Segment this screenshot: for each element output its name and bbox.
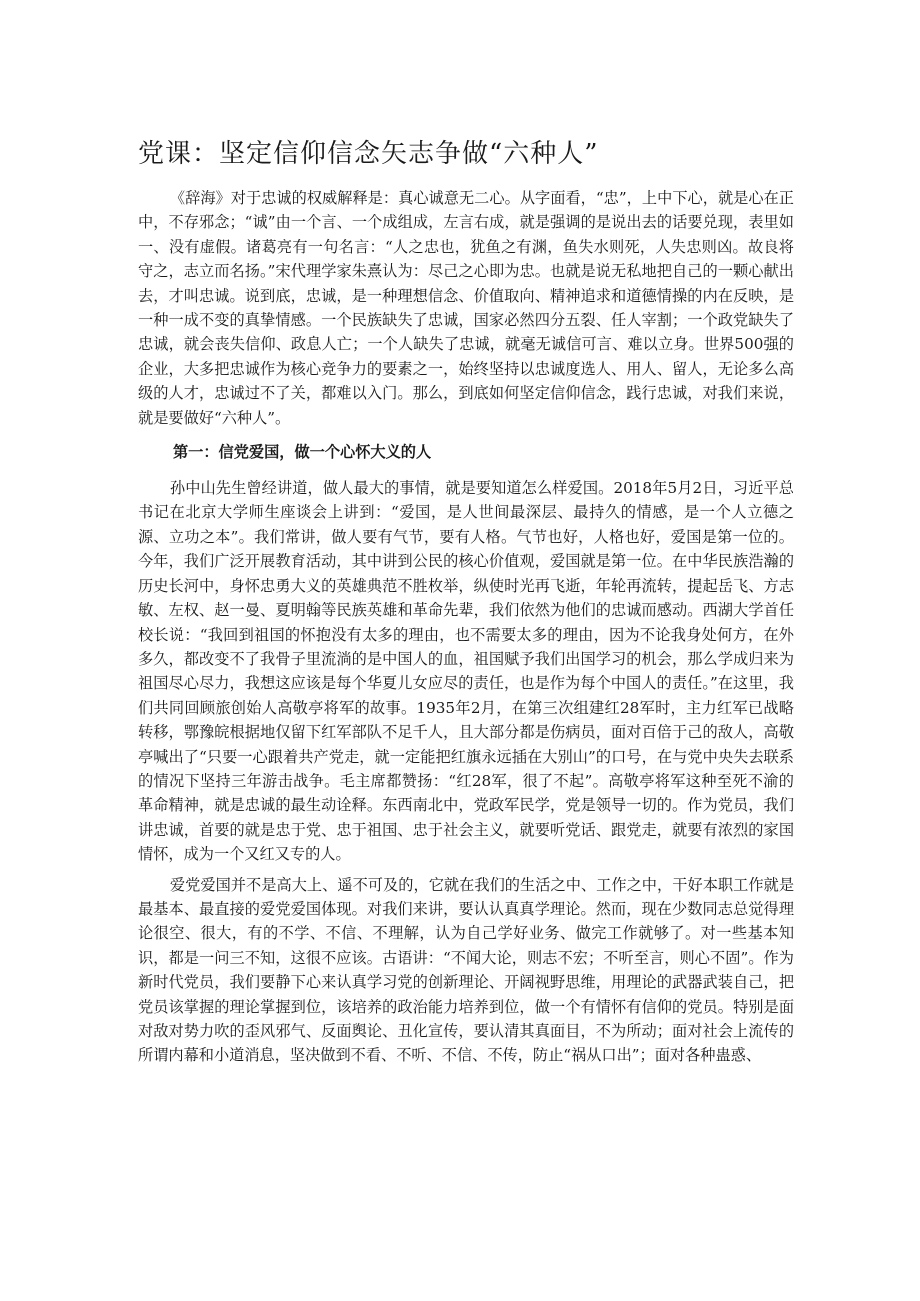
document-body (138, 136, 794, 1068)
intro-paragraph: 《辞海》对于忠诚的权威解释是：真心诚意无二心。从字面看，“忠”，上中下心，就是心在正中，不存邪念；“诚”由一个言、一个成组成，左言右成，就是强调的是说出去的话要兑现，表里如一、没有虚假。诸葛亮有一句名言：“人之忠也，犹鱼之有渊，鱼失水则死，人失忠则凶。故良将守之，志立而名扬。”宋代理学家朱熹认为：尽己之心即为忠。也就是说无私地把自己的一颗心献出去，才叫忠诚。说到底，忠诚，是一种理想信念、价值取向、精神追求和道德情操的内在反映，是一种一成不变的真挚情感。一个民族缺失了忠诚，国家必然四分五裂、任人宰割；一个政党缺失了忠诚，就会丧失信仰、政息人亡；一个人缺失了忠诚，就毫无诚信可言、难以立身。世界500强的企业，大多把忠诚作为核心竞争力的要素之一，始终坚持以忠诚度选人、用人、留人，无论多么高级的人才，忠诚过不了关，都难以入门。那么，到底如何坚定信仰信念，践行忠诚，对我们来说，就是要做好“六种人”。 (138, 189, 794, 427)
section-heading: 第一：信党爱国，做一个心怀大义的人 (172, 443, 432, 462)
body-paragraph: 孙中山先生曾经讲道，做人最大的事情，就是要知道怎么样爱国。2018年5月2日，习近平总书记在北京大学师生座谈会上讲到：“爱国，是人世间最深层、最持久的情感，是一个人立德之源、立功之本”。我们常讲，做人要有气节，要有人格。气节也好，人格也好，爱国是第一位的。今年，我们广泛开展教育活动，其中讲到公民的核心价值观，爱国就是第一位。在中华民族浩瀚的历史长河中，身怀忠勇大义的英雄典范不胜枚举，纵使时光再飞逝，年轮再流转，提起岳飞、方志敏、左权、赵一曼、夏明翰等民族英雄和革命先辈，我们依然为他们的忠诚而感动。西湖大学首任校长说：“我回到祖国的怀抱没有太多的理由，也不需要太多的理由，因为不论我身处何方，在外多久，都改变不了我骨子里流淌的是中国人的血，祖国赋予我们出国学习的机会，那么学成归来为祖国尽心尽力，我想这应该是每个华夏儿女应尽的责任，也是作为每个中国人的责任。”在这里，我们共同回顾旅创始人高敬亭将军的故事。1935年2月，在第三次组建红28军时，主力红军已战略转移，鄂豫皖根据地仅留下红军部队不足千人，且大部分都是伤病员，面对百倍于己的敌人，高敬亭喊出了“只要一心跟着共产党走，就一定能把红旗永远插在大别山”的口号，在与党中央失去联系的情况下坚持三年游击战争。毛主席都赞扬：“红28军，很了不起”。高敬亭将军这种至死不渝的革命精神，就是忠诚的最生动诠释。东西南北中，党政军民学，党是领导一切的。作为党员，我们讲忠诚，首要的就是忠于党、忠于祖国、忠于社会主义，就要听党话、跟党走，就要有浓烈的家国情怀，成为一个又红又专的人。 (138, 479, 794, 864)
document-title: 党课：坚定信仰信念矢志争做“六种人” (138, 139, 599, 169)
body-paragraph: 爱党爱国并不是高大上、遥不可及的，它就在我们的生活之中、工作之中，干好本职工作就是最基本、最直接的爱党爱国体现。对我们来讲，要认认真真学理论。然而，现在少数同志总觉得理论很空、很大，有的不学、不信、不理解，认为自己学好业务、做完工作就够了。对一些基本知识，都是一问三不知，这很不应该。古语讲：“不闻大论，则志不宏；不听至言，则心不固”。作为新时代党员，我们要静下心来认真学习党的创新理论、开阔视野思维，用理论的武器武装自己，把党员该掌握的理论掌握到位，该培养的政治能力培养到位，做一个有情怀有信仰的党员。特别是面对敌对势力吹的歪风邪气、反面舆论、丑化宣传，要认清其真面目，不为所动；面对社会上流传的所谓内幕和小道消息，坚决做到不看、不听、不信、不传，防止“祸从口出”；面对各种蛊惑、 (138, 875, 794, 1065)
